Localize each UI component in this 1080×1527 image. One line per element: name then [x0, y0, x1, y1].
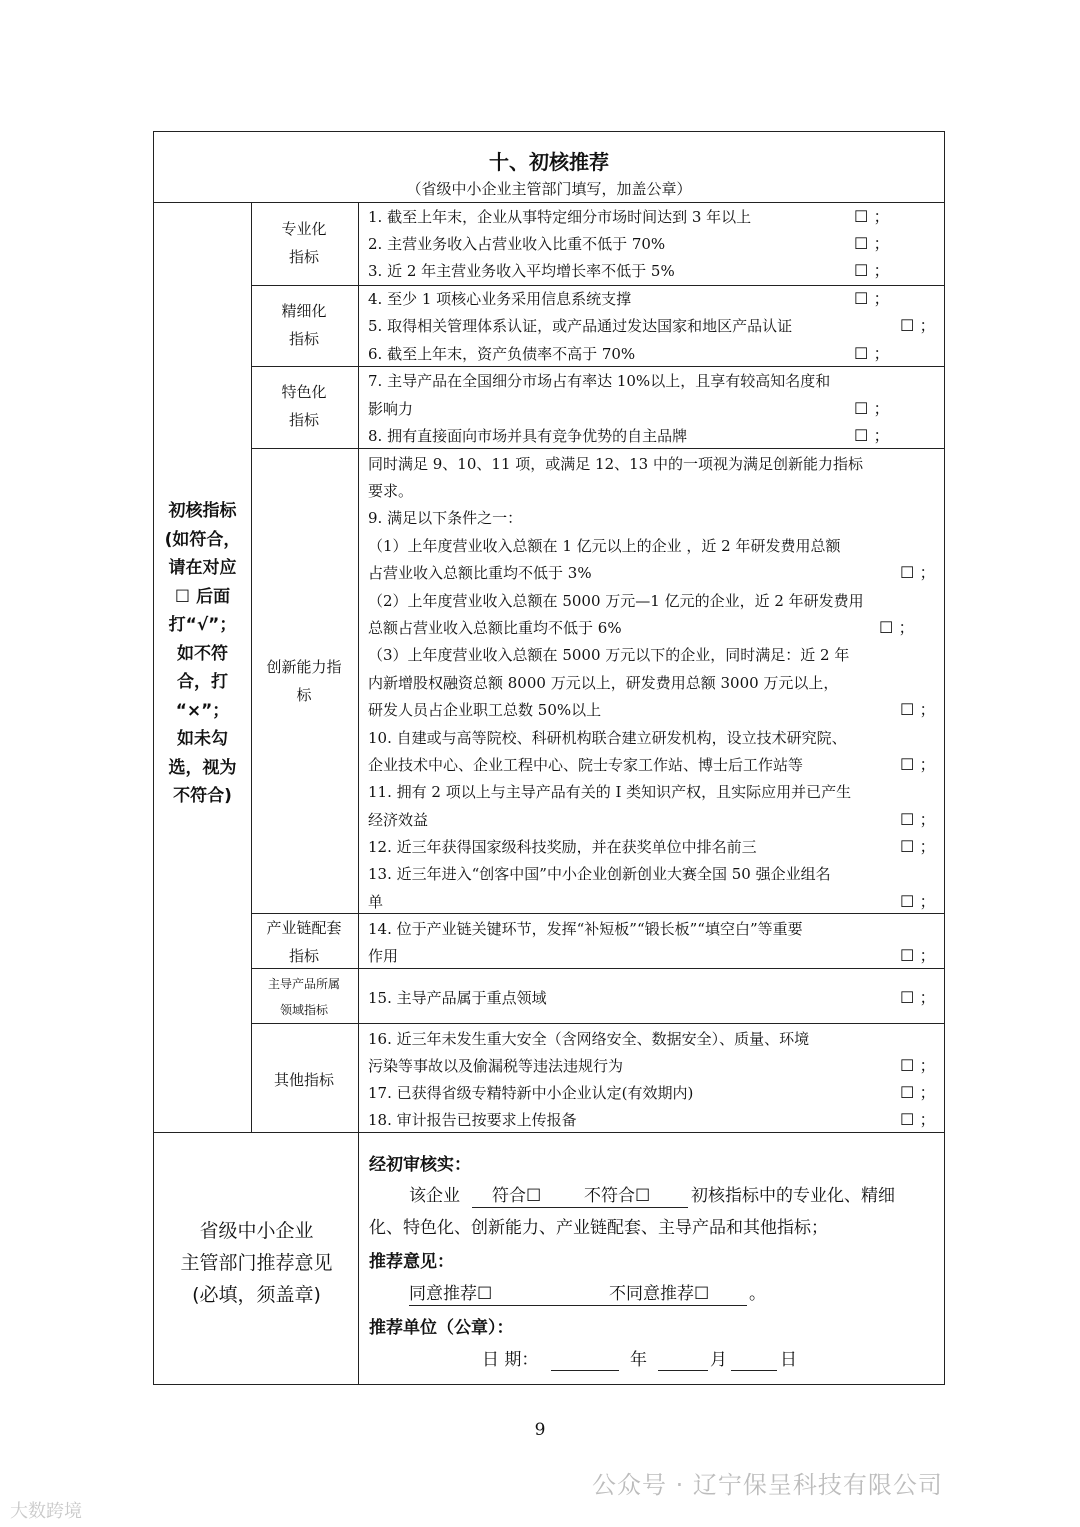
day-label: 日	[780, 1350, 797, 1370]
agree-option[interactable]: 同意推荐☐	[409, 1284, 493, 1304]
criterion-line: 内新增股权融资总额 8000 万元以上，研发费用总额 3000 万元以上，	[368, 674, 839, 692]
checkbox-item-7[interactable]: ☐ ；	[854, 399, 890, 418]
category-specialization: 专业化 指标	[281, 220, 327, 266]
criterion-line: 11. 拥有 2 项以上与主导产品有关的 I 类知识产权，且实际应用并已产生	[368, 783, 852, 801]
category-product-domain: 主导产品所属 领域指标	[267, 977, 340, 1017]
period: 。	[749, 1284, 766, 1304]
criterion-line: 13. 近三年进入“创客中国”中小企业创新创业大赛全国 50 强企业组名	[368, 865, 831, 883]
criterion-line: （1）上年度营业收入总额在 1 亿元以上的企业 ，近 2 年研发费用总额	[368, 537, 841, 555]
underline	[409, 1305, 747, 1306]
criterion-line: 16. 近三年未发生重大安全（含网络安全、数据安全）、质量、环境	[368, 1030, 810, 1048]
criterion-line: 14. 位于产业链关键环节，发挥“补短板”“锻长板”“填空白”等重要	[368, 920, 803, 938]
date-label: 日 期：	[482, 1350, 539, 1370]
section-header	[154, 132, 944, 203]
verify-tail: 初核指标中的专业化、精细	[691, 1186, 895, 1206]
criterion-line: 2. 主营业务收入占营业收入比重不低于 70%	[368, 235, 666, 253]
year-label: 年	[630, 1350, 647, 1370]
checkbox-item-9-3[interactable]: ☐ ；	[900, 700, 936, 719]
checkbox-item-10[interactable]: ☐ ；	[900, 755, 936, 774]
criterion-line: 18. 审计报告已按要求上传报备	[368, 1111, 577, 1129]
divider	[251, 1023, 944, 1024]
criterion-line: （2）上年度营业收入总额在 5000 万元—1 亿元的企业，近 2 年研发费用	[368, 592, 864, 610]
checkbox-item-15[interactable]: ☐ ；	[900, 988, 936, 1007]
checkbox-item-3[interactable]: ☐ ；	[854, 261, 890, 280]
divider	[358, 202, 359, 1385]
criterion-line: 1. 截至上年末，企业从事特定细分市场时间达到 3 年以上	[368, 208, 752, 226]
criterion-line: 研发人员占企业职工总数 50%以上	[368, 701, 602, 719]
divider	[251, 448, 944, 449]
criterion-line: 4. 至少 1 项核心业务采用信息系统支撑	[368, 290, 632, 308]
disagree-option[interactable]: 不同意推荐☐	[609, 1284, 710, 1304]
criterion-line: 17. 已获得省级专精特新中小企业认定(有效期内)	[368, 1084, 694, 1102]
section-title: 十、初核推荐	[489, 150, 609, 174]
checkbox-item-9-2[interactable]: ☐ ；	[879, 618, 915, 637]
page-number: 9	[534, 1420, 546, 1440]
criterion-line: 总额占营业收入总额比重均不低于 6%	[368, 619, 622, 637]
criterion-line: 8. 拥有直接面向市场并具有竞争优势的自主品牌	[368, 427, 688, 445]
day-field[interactable]	[731, 1370, 777, 1371]
opinion-label: 推荐意见：	[369, 1252, 454, 1272]
criterion-line: 影响力	[368, 400, 414, 418]
checkbox-item-18[interactable]: ☐ ；	[900, 1110, 936, 1129]
category-innovation: 创新能力指 标	[266, 658, 342, 704]
divider	[251, 285, 944, 286]
criterion-line: 12. 近三年获得国家级科技奖励，并在获奖单位中排名前三	[368, 838, 757, 856]
criterion-line: （3）上年度营业收入总额在 5000 万元以下的企业，同时满足：近 2 年	[368, 646, 850, 664]
checkbox-item-4[interactable]: ☐ ；	[854, 289, 890, 308]
category-other: 其他指标	[273, 1071, 334, 1089]
criterion-line: 经济效益	[368, 811, 429, 829]
checkbox-item-13[interactable]: ☐ ；	[900, 892, 936, 911]
category-refinement: 精细化 指标	[281, 302, 327, 348]
criterion-line: 10. 自建或与高等院校、科研机构联合建立研发机构，设立技术研究院、	[368, 729, 847, 747]
checkbox-item-8[interactable]: ☐ ；	[854, 426, 890, 445]
verify-prefix: 该企业	[409, 1186, 460, 1206]
criterion-line: 企业技术中心、企业工程中心、院士专家工作站、博士后工作站等	[368, 756, 804, 774]
month-field[interactable]	[658, 1370, 708, 1371]
category-distinctiveness: 特色化 指标	[281, 383, 327, 429]
underline	[472, 1207, 688, 1208]
criterion-line: 单	[368, 893, 384, 911]
section-subtitle: （省级中小企业主管部门填写，加盖公章）	[406, 180, 692, 198]
criterion-line: 9. 满足以下条件之一：	[368, 509, 523, 527]
criterion-line: 7. 主导产品在全国细分市场占有率达 10%以上，且享有较高知名度和	[368, 372, 831, 390]
category-industry-chain: 产业链配套 指标	[266, 919, 342, 965]
checkbox-item-2[interactable]: ☐ ；	[854, 234, 890, 253]
divider	[154, 1132, 944, 1133]
checkbox-item-6[interactable]: ☐ ；	[854, 344, 890, 363]
criterion-line: 15. 主导产品属于重点领域	[368, 989, 547, 1007]
verify-no-option[interactable]: 不符合☐	[584, 1186, 651, 1206]
checkbox-item-14[interactable]: ☐ ；	[900, 946, 936, 965]
checkbox-item-5[interactable]: ☐ ；	[900, 316, 936, 335]
divider	[251, 366, 944, 367]
recommendation-form	[153, 131, 945, 1385]
checkbox-item-1[interactable]: ☐ ；	[854, 207, 890, 226]
watermark-logo: 大数跨境	[10, 1501, 82, 1522]
year-field[interactable]	[551, 1370, 619, 1371]
verify-label: 经初审核实：	[369, 1155, 471, 1175]
unit-label: 推荐单位（公章）：	[369, 1318, 514, 1338]
criterion-line: 要求。	[368, 482, 414, 500]
checkbox-item-9-1[interactable]: ☐ ；	[900, 563, 936, 582]
month-label: 月	[710, 1350, 727, 1370]
criterion-line: 污染等事故以及偷漏税等违法违规行为	[368, 1057, 624, 1075]
criterion-line: 5. 取得相关管理体系认证，或产品通过发达国家和地区产品认证	[368, 317, 793, 335]
recommendation-opinion-label: 省级中小企业 主管部门推荐意见 (必填，须盖章)	[180, 1220, 333, 1306]
criterion-line: 6. 截至上年末，资产负债率不高于 70%	[368, 345, 636, 363]
watermark: 公众号 · 辽宁保呈科技有限公司	[592, 1471, 943, 1499]
verify-yes-option[interactable]: 符合☐	[492, 1186, 542, 1206]
verify-line-2: 化、特色化、创新能力、产业链配套、主导产品和其他指标；	[369, 1218, 828, 1238]
checkbox-item-16[interactable]: ☐ ；	[900, 1056, 936, 1075]
checkbox-item-11[interactable]: ☐ ；	[900, 810, 936, 829]
criterion-line: 作用	[368, 947, 399, 965]
checkbox-item-17[interactable]: ☐ ；	[900, 1083, 936, 1102]
indicator-label: 初核指标 (如符合， 请在对应 ☐ 后面 打“√”； 如不符 合，打 “×”； 如未勾 选，视为 不符合)	[164, 501, 241, 806]
criterion-line: 同时满足 9、10、11 项，或满足 12、13 中的一项视为满足创新能力指标	[368, 455, 863, 473]
criterion-line: 占营业收入总额比重均不低于 3%	[368, 564, 592, 582]
checkbox-item-12[interactable]: ☐ ；	[900, 837, 936, 856]
criterion-line: 3. 近 2 年主营业务收入平均增长率不低于 5%	[368, 262, 675, 280]
